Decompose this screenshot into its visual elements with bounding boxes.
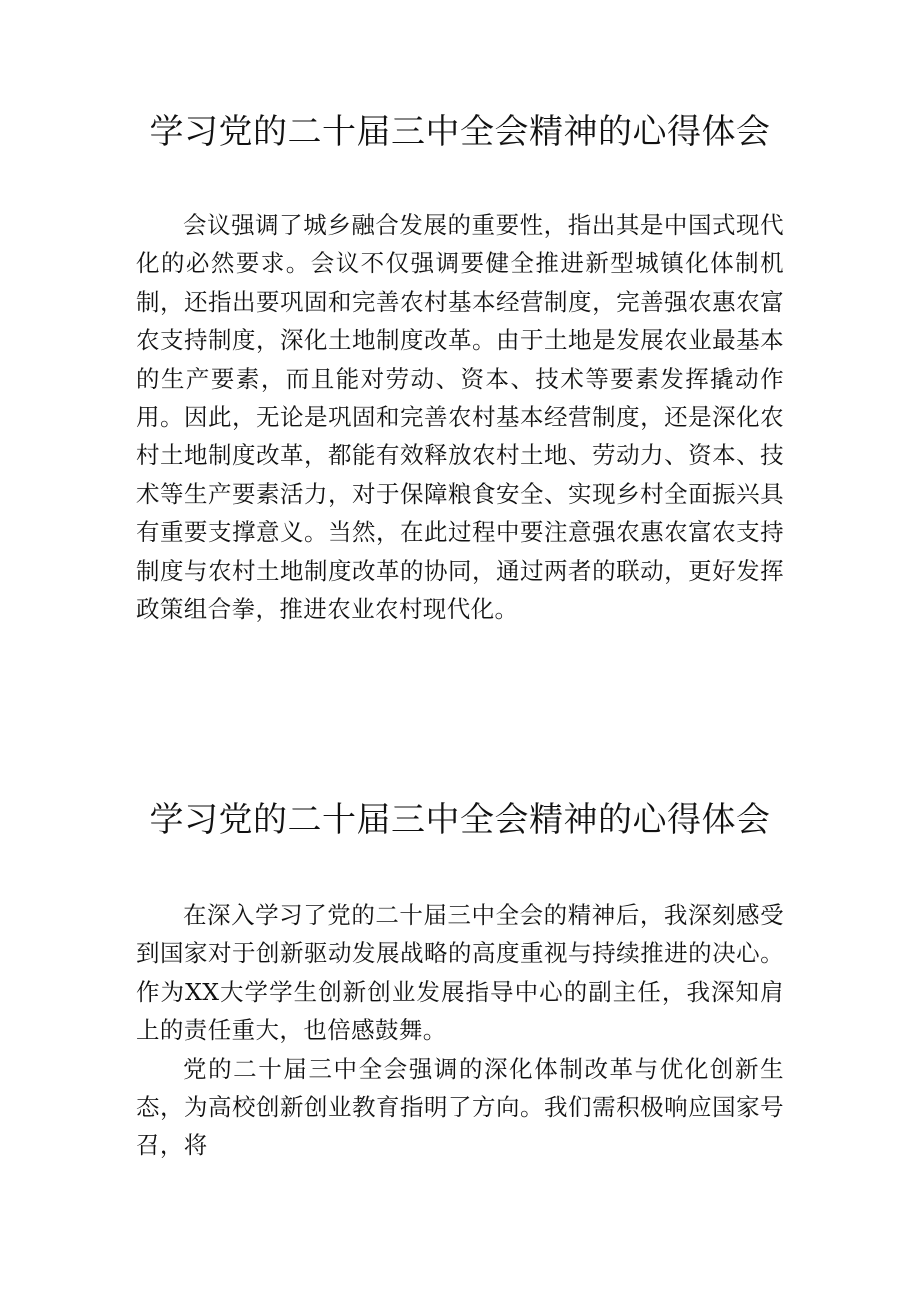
article-1-title: 学习党的二十届三中全会精神的心得体会 [149,112,771,152]
article-2-paragraph-1: 在深入学习了党的二十届三中全会的精神后，我深刻感受到国家对于创新驱动发展战略的高度重视与持续推进的决心。作为XX大学学生创新创业发展指导中心的副主任，我深知肩上的责任重大，也倍感鼓舞。 [136,901,784,1045]
article-2-body [136,896,784,1165]
article-1-body [136,206,784,628]
article-2-title: 学习党的二十届三中全会精神的心得体会 [149,800,771,840]
article-1-paragraph-1: 会议强调了城乡融合发展的重要性，指出其是中国式现代化的必然要求。会议不仅强调要健全推进新型城镇化体制机制，还指出要巩固和完善农村基本经营制度，完善强农惠农富农支持制度，深化土地制度改革。由于土地是发展农业最基本的生产要素，而且能对劳动、资本、技术等要素发挥撬动作用。因此，无论是巩固和完善农村基本经营制度，还是深化农村土地制度改革，都能有效释放农村土地、劳动力、资本、技术等生产要素活力，对于保障粮食安全、实现乡村全面振兴具有重要支撑意义。当然，在此过程中要注意强农惠农富农支持制度与农村土地制度改革的协同，通过两者的联动，更好发挥政策组合拳，推进农业农村现代化。 [136,211,784,624]
article-2-paragraph-2: 党的二十届三中全会强调的深化体制改革与优化创新生态，为高校创新创业教育指明了方向。我们需积极响应国家号召，将 [136,1054,784,1160]
